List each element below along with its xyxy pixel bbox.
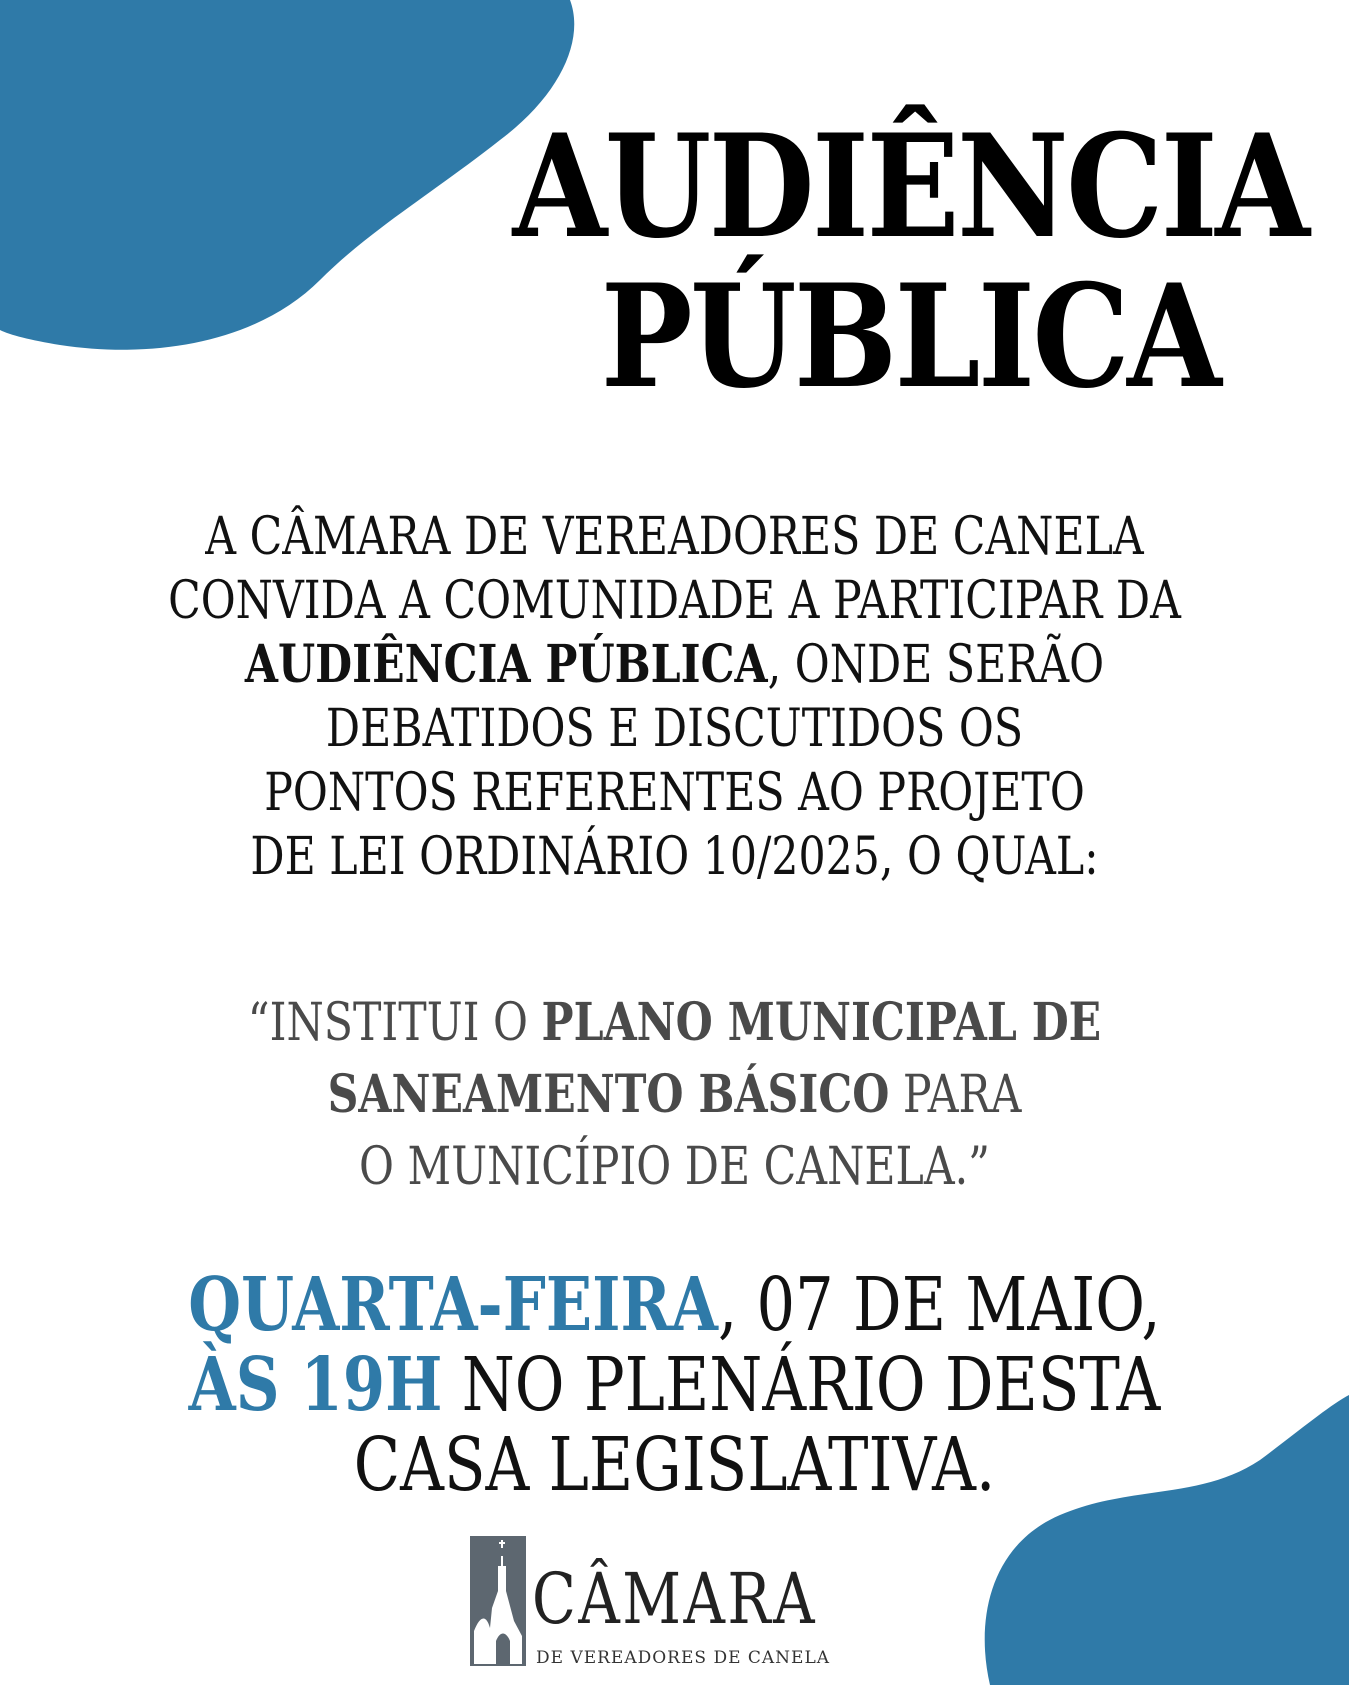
quote-paragraph: [0, 987, 1349, 1203]
camara-logo: [470, 1536, 890, 1676]
intro-line: PONTOS REFERENTES AO PROJETO: [264, 763, 1085, 823]
logo-wordmark: CÂMARA: [532, 1558, 818, 1640]
intro-line: CONVIDA A COMUNIDADE A PARTICIPAR DA: [168, 571, 1181, 631]
intro-line: [121, 633, 1227, 697]
quote-text: PARA: [889, 1065, 1022, 1125]
schedule-paragraph: [0, 1262, 1349, 1508]
intro-line: DE LEI ORDINÁRIO 10/2025, O QUAL:: [250, 827, 1099, 887]
intro-text: , ONDE SERÃO: [767, 635, 1105, 695]
schedule-day: QUARTA-FEIRA: [188, 1262, 718, 1348]
quote-bold: PLANO MUNICIPAL DE: [541, 992, 1102, 1053]
schedule-time: ÀS 19H: [188, 1342, 443, 1428]
schedule-place: NO PLENÁRIO DESTA: [442, 1342, 1161, 1428]
quote-bold: SANEAMENTO BÁSICO: [327, 1064, 890, 1125]
intro-bold: AUDIÊNCIA PÚBLICA: [244, 634, 768, 695]
church-icon: [470, 1536, 526, 1666]
intro-paragraph: [0, 505, 1349, 889]
title-line-2: PÚBLICA: [600, 254, 1220, 420]
intro-line: A CÂMARA DE VEREADORES DE CANELA: [205, 507, 1144, 567]
logo-subtitle: DE VEREADORES DE CANELA: [536, 1648, 831, 1668]
schedule-line: [121, 1262, 1227, 1348]
schedule-line: CASA LEGISLATIVA.: [353, 1422, 996, 1508]
intro-line: DEBATIDOS E DISCUTIDOS OS: [325, 699, 1024, 759]
quote-line: [121, 1059, 1227, 1131]
title-line-1: AUDIÊNCIA: [512, 104, 1308, 270]
schedule-line: [121, 1342, 1227, 1428]
quote-text: “INSTITUI O: [247, 993, 542, 1053]
schedule-date: , 07 DE MAIO,: [717, 1262, 1161, 1348]
quote-line: [121, 987, 1227, 1059]
quote-line: O MUNICÍPIO DE CANELA.”: [359, 1137, 990, 1197]
